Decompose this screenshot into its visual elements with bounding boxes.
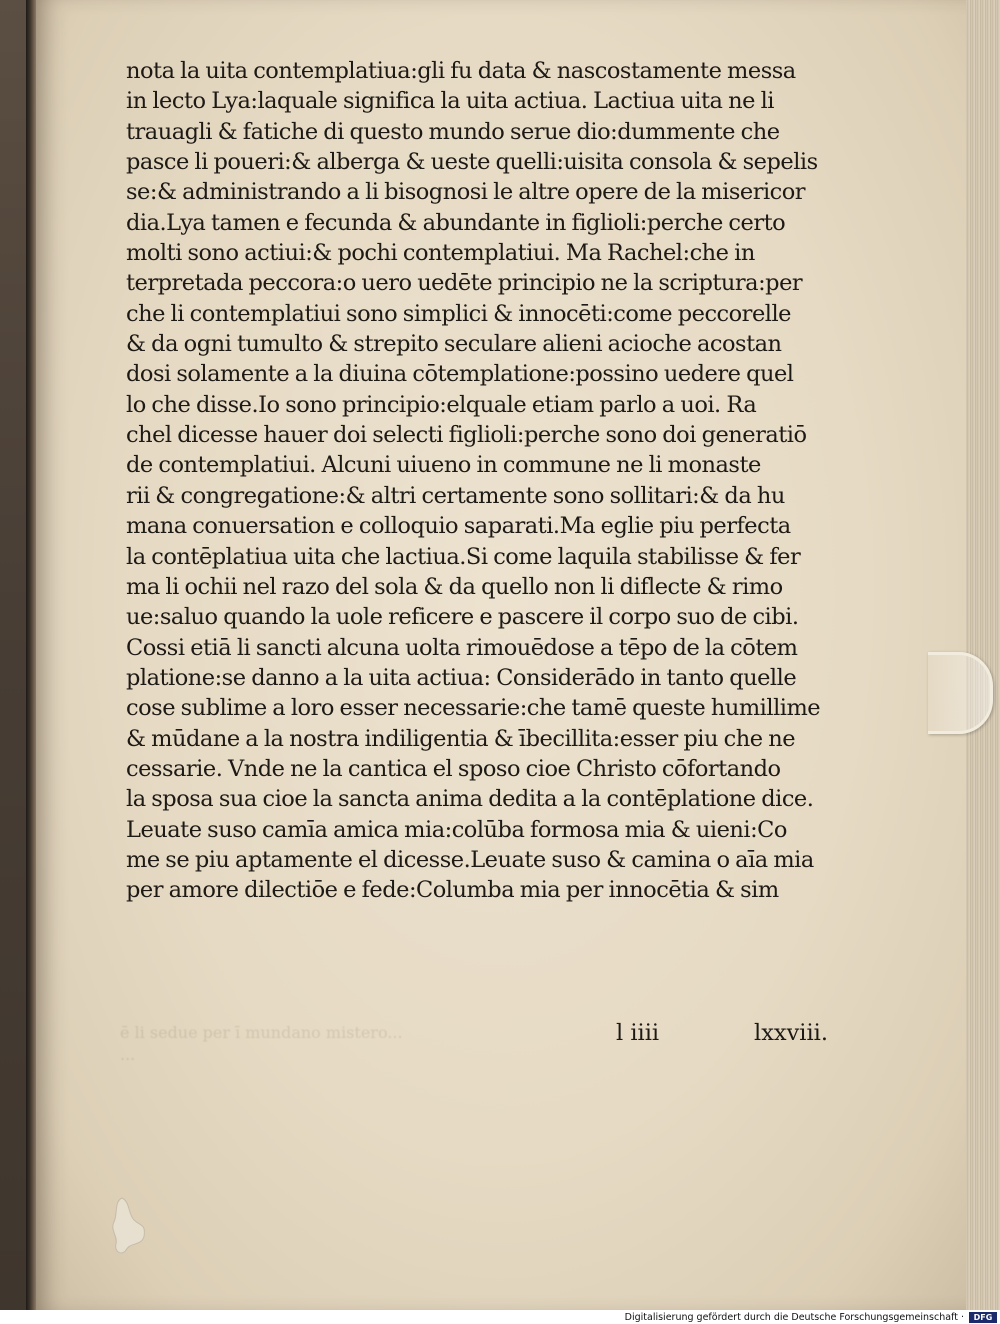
text-line: che li contemplatiui sono simplici & innocēti:come peccorelle xyxy=(126,300,791,327)
text-line: ma li ochii nel razo del sola & da quello non li diflecte & rimo xyxy=(126,573,783,600)
signature-mark: l iiii xyxy=(616,1020,660,1046)
text-line: platione:se danno a la uita actiua: Considerādo in tanto quelle xyxy=(126,664,797,691)
text-line: Cossi etiā li sancti alcuna uolta rimouēdose a tēpo de la cōtem xyxy=(126,634,798,661)
text-line: pasce li poueri:& alberga & ueste quelli:uisita consola & sepelis xyxy=(126,149,818,176)
text-line: se:& administrando a li bisognosi le altre opere de la misericor xyxy=(126,179,806,206)
text-line: de contemplatiui. Alcuni uiueno in commune ne li monaste xyxy=(126,452,761,479)
text-line: lo che disse.Io sono principio:elquale etiam parlo a uoi. Ra xyxy=(126,391,757,418)
text-line: rii & congregatione:& altri certamente sono sollitari:& da hu xyxy=(126,482,785,509)
text-line: cose sublime a loro esser necessarie:che tamē queste humillime xyxy=(126,695,821,722)
digitization-credit: Digitalisierung gefördert durch die Deutsche Forschungsgemeinschaft · xyxy=(624,1312,964,1323)
text-line: & mūdane a la nostra indiligentia & ībecillita:esser piu che ne xyxy=(126,725,796,752)
text-line: trauagli & fatiche di questo mundo serue dio:dummente che xyxy=(126,118,780,145)
text-line: nota la uita contemplatiua:gli fu data & nascostamente messa xyxy=(126,58,796,84)
text-line: me se piu aptamente el dicesse.Leuate suso & camina o aīa mia xyxy=(126,846,814,873)
text-line: & da ogni tumulto & strepito seculare alieni acioche acostan xyxy=(126,331,782,358)
text-line: in lecto Lya:laquale significa la uita actiua. Lactiua uita ne li xyxy=(126,88,774,115)
text-line: mana conuersation e colloquio saparati.Ma eglie piu perfecta xyxy=(126,513,791,540)
text-line: ue:saluo quando la uole reficere e pascere il corpo suo de cibi. xyxy=(126,604,799,631)
text-line: dosi solamente a la diuina cōtemplatione:possino uedere quel xyxy=(126,361,794,388)
text-line: molti sono actiui:& pochi contemplatiui. Ma Rachel:che in xyxy=(126,240,755,267)
folio-number: lxxviii. xyxy=(754,1020,829,1046)
text-line: la sposa sua cioe la sancta anima dedita a la contēplatione dice. xyxy=(126,786,814,813)
text-line: cessarie. Vnde ne la cantica el sposo cioe Christo cōfortando xyxy=(126,755,781,782)
text-line: chel dicesse hauer doi selecti figlioli:perche sono doi generatiō xyxy=(126,422,807,449)
body-text xyxy=(126,56,866,906)
text-line: terpretada peccora:o uero uedēte principio ne la scriptura:per xyxy=(126,270,803,297)
text-line: per amore dilectiōe e fede:Columba mia per innocētia & sim xyxy=(126,877,779,904)
text-line: la contēplatiua uita che lactiua.Si come laquila stabilisse & fer xyxy=(126,543,801,570)
page-clip xyxy=(928,652,993,734)
dfg-logo: DFG xyxy=(969,1312,997,1323)
text-line: Leuate suso camīa amica mia:colūba formosa mia & uieni:Co xyxy=(126,816,787,843)
text-line: dia.Lya tamen e fecunda & abundante in figlioli:perche certo xyxy=(126,209,786,236)
binding-gutter xyxy=(26,0,36,1310)
